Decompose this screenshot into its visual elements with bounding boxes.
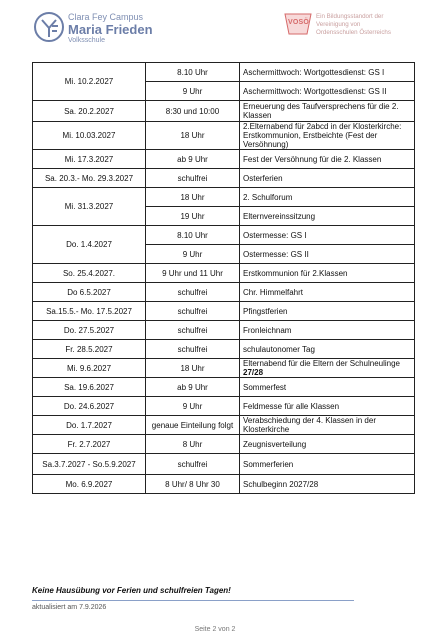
event-cell: [240, 226, 415, 245]
event-text: 2.Elternabend für 2abcd in der Klosterkirche: Erstkommunion, Erstbeichte (Fest der Versöhnung): [243, 122, 402, 149]
event-text: Zeugnisverteilung: [243, 439, 307, 449]
date-cell: Sa. 20.2.2027: [33, 101, 146, 122]
school-type: Volksschule: [68, 37, 105, 44]
event-text: Ostermesse: GS I: [243, 230, 307, 240]
table-row: [33, 454, 415, 475]
table-row: [33, 101, 415, 122]
date-cell: Mi. 31.3.2027: [33, 188, 146, 226]
date-cell: So. 25.4.2027.: [33, 264, 146, 283]
school-logo: [32, 10, 192, 50]
event-cell: [240, 101, 415, 122]
event-cell: [240, 397, 415, 416]
time-cell: 8 Uhr: [146, 435, 240, 454]
event-text: schulautonomer Tag: [243, 344, 315, 354]
date-cell: Sa. 20.3.- Mo. 29.3.2027: [33, 169, 146, 188]
event-cell: [240, 435, 415, 454]
table-row: [33, 169, 415, 188]
table-row: [33, 283, 415, 302]
event-text: Aschermittwoch: Wortgottesdienst: GS II: [243, 86, 387, 96]
table-row: [33, 378, 415, 397]
table-row: [33, 63, 415, 82]
date-cell: Do. 1.4.2027: [33, 226, 146, 264]
footer-divider: [32, 600, 354, 601]
event-cell: [240, 245, 415, 264]
time-cell: schulfrei: [146, 340, 240, 359]
event-text: Verabschiedung der 4. Klassen in der Klosterkirche: [243, 416, 376, 434]
event-text: Erstkommunion für 2.Klassen: [243, 268, 348, 278]
event-cell: [240, 416, 415, 435]
page-number: Seite 2 von 2: [194, 626, 236, 633]
event-text: Elternvereinssitzung: [243, 211, 316, 221]
date-cell: Do. 1.7.2027: [33, 416, 146, 435]
voso-logo: [283, 10, 413, 50]
table-row: [33, 188, 415, 207]
table-row: [33, 340, 415, 359]
event-cell: [240, 283, 415, 302]
date-cell: Do 6.5.2027: [33, 283, 146, 302]
event-cell: [240, 264, 415, 283]
voso-mark-text: VOSÖ: [288, 19, 310, 26]
event-text: Ostermesse: GS II: [243, 249, 309, 259]
table-row: [33, 264, 415, 283]
date-cell: Do. 24.6.2027: [33, 397, 146, 416]
event-cell: [240, 63, 415, 82]
event-cell: [240, 454, 415, 475]
table-row: [33, 302, 415, 321]
event-text: Feldmesse für alle Klassen: [243, 401, 340, 411]
date-cell: Do. 27.5.2027: [33, 321, 146, 340]
time-cell: 9 Uhr und 11 Uhr: [146, 264, 240, 283]
voso-line-1: Ein Bildungsstandort der: [316, 13, 384, 20]
date-cell: Mo. 6.9.2027: [33, 475, 146, 494]
date-cell: Mi. 17.3.2027: [33, 150, 146, 169]
event-cell: [240, 169, 415, 188]
event-cell: [240, 321, 415, 340]
event-cell: [240, 378, 415, 397]
event-text: Chr. Himmelfahrt: [243, 287, 304, 297]
time-cell: 8.10 Uhr: [146, 63, 240, 82]
event-text: Fronleichnam: [243, 325, 292, 335]
date-cell: Mi. 10.03.2027: [33, 122, 146, 150]
event-text: Erneuerung des Taufversprechens für die 2. Klassen: [243, 102, 399, 120]
school-name: Maria Frieden: [68, 22, 153, 37]
event-text: 2. Schulforum: [243, 192, 293, 202]
time-cell: 18 Uhr: [146, 122, 240, 150]
event-cell: [240, 122, 415, 150]
date-cell: Fr. 2.7.2027: [33, 435, 146, 454]
time-cell: 9 Uhr: [146, 245, 240, 264]
event-text: Osterferien: [243, 173, 283, 183]
time-cell: ab 9 Uhr: [146, 378, 240, 397]
event-cell: [240, 340, 415, 359]
schedule-table: [32, 62, 415, 494]
time-cell: 18 Uhr: [146, 359, 240, 378]
event-text: Pfingstferien: [243, 306, 288, 316]
voso-line-3: Ordensschulen Österreichs: [316, 29, 391, 36]
event-text: Schulbeginn 2027/28: [243, 479, 319, 489]
date-cell: Sa.3.7.2027 - So.5.9.2027: [33, 454, 146, 475]
time-cell: 19 Uhr: [146, 207, 240, 226]
event-text: Aschermittwoch: Wortgottesdienst: GS I: [243, 67, 385, 77]
table-row: [33, 150, 415, 169]
time-cell: schulfrei: [146, 302, 240, 321]
event-cell: [240, 475, 415, 494]
table-row: [33, 475, 415, 494]
event-year-bold: 27/28: [243, 368, 264, 377]
time-cell: schulfrei: [146, 454, 240, 475]
date-cell: Fr. 28.5.2027: [33, 340, 146, 359]
homework-note: Keine Hausübung vor Ferien und schulfreien Tagen!: [32, 586, 231, 595]
table-row: [33, 122, 415, 150]
time-cell: schulfrei: [146, 169, 240, 188]
date-cell: Mi. 10.2.2027: [33, 63, 146, 101]
last-updated: aktualisiert am 7.9.2026: [32, 604, 107, 611]
event-cell: [240, 359, 415, 378]
table-row: [33, 435, 415, 454]
event-cell: [240, 150, 415, 169]
schedule-body: [33, 63, 415, 494]
school-campus-name: Clara Fey Campus: [68, 12, 144, 22]
event-text: Fest der Versöhnung für die 2. Klassen: [243, 154, 382, 164]
event-text: Elternabend für die Eltern der Schulneulinge: [243, 359, 400, 368]
time-cell: 18 Uhr: [146, 188, 240, 207]
event-cell: [240, 82, 415, 101]
date-cell: Sa.15.5.- Mo. 17.5.2027: [33, 302, 146, 321]
table-row: [33, 397, 415, 416]
time-cell: 9 Uhr: [146, 82, 240, 101]
voso-line-2: Vereinigung von: [316, 21, 361, 28]
table-row: [33, 321, 415, 340]
event-text: Sommerferien: [243, 459, 294, 469]
time-cell: schulfrei: [146, 283, 240, 302]
table-row: [33, 226, 415, 245]
date-cell: Sa. 19.6.2027: [33, 378, 146, 397]
time-cell: 8:30 und 10:00: [146, 101, 240, 122]
table-row: [33, 359, 415, 378]
time-cell: 8 Uhr/ 8 Uhr 30: [146, 475, 240, 494]
school-emblem-icon: [32, 10, 66, 44]
event-cell: [240, 188, 415, 207]
page-header: [0, 0, 430, 56]
time-cell: ab 9 Uhr: [146, 150, 240, 169]
table-row: [33, 416, 415, 435]
event-cell: [240, 207, 415, 226]
date-cell: Mi. 9.6.2027: [33, 359, 146, 378]
event-text: Sommerfest: [243, 382, 287, 392]
time-cell: schulfrei: [146, 321, 240, 340]
time-cell: genaue Einteilung folgt: [146, 416, 240, 435]
time-cell: 8.10 Uhr: [146, 226, 240, 245]
event-cell: [240, 302, 415, 321]
time-cell: 9 Uhr: [146, 397, 240, 416]
